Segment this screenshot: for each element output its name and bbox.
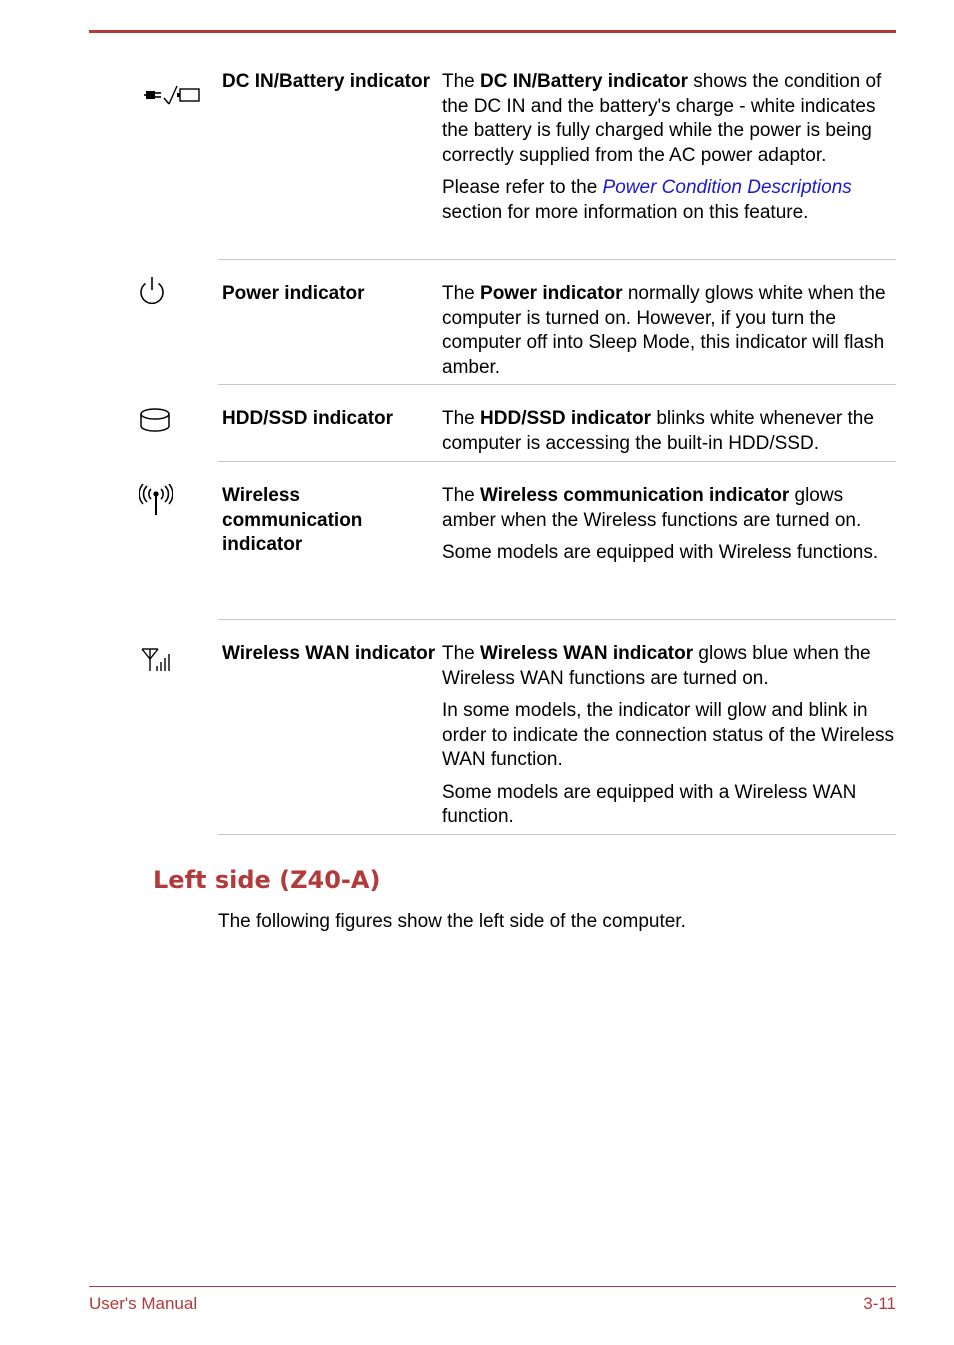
header-rule [89, 30, 896, 33]
hdd-ssd-icon [139, 407, 171, 433]
row-label: Wireless communication indicator [222, 485, 363, 555]
dc-in-battery-icon [144, 84, 202, 106]
row-label: Power indicator [222, 283, 365, 304]
indicator-table [89, 70, 896, 835]
row-description: The Wireless communication indicator glows amber when the Wireless functions are turned on. Some models are equipped with Wireless functions. [442, 485, 879, 563]
footer-title: User's Manual [89, 1294, 198, 1313]
table-row [89, 70, 896, 260]
wireless-wan-signal-icon [141, 647, 171, 673]
power-condition-link[interactable]: Power Condition Descriptions [602, 177, 852, 198]
table-row [89, 462, 896, 620]
table-row [89, 620, 896, 835]
row-label: DC IN/Battery indicator [222, 71, 430, 92]
row-description: The HDD/SSD indicator blinks white whenever the computer is accessing the built-in HDD/SSD. [442, 408, 874, 454]
row-divider [218, 834, 896, 835]
table-row [89, 260, 896, 385]
row-description: The DC IN/Battery indicator shows the condition of the DC IN and the battery's charge - white indicates the battery is fully charged while the power is being correctly supplied from the AC power adaptor. Please refer to the Power Condition Descriptions section for more information on this feature. [442, 71, 882, 223]
wireless-antenna-icon [139, 484, 173, 518]
page-number: 3-11 [863, 1294, 896, 1313]
section-heading: Left side (Z40-A) [153, 866, 381, 894]
section-text: The following figures show the left side of the computer. [218, 911, 686, 932]
table-row [89, 385, 896, 462]
row-description: The Wireless WAN indicator glows blue when the Wireless WAN functions are turned on. In some models, the indicator will glow and blink in order to indicate the connection status of the Wireless WAN function. Some models are equipped with a Wireless WAN function. [442, 643, 895, 827]
power-icon [137, 275, 167, 307]
row-description: The Power indicator normally glows white when the computer is turned on. However, if you turn the computer off into Sleep Mode, this indicator will flash amber. [442, 283, 886, 378]
row-label: HDD/SSD indicator [222, 408, 394, 429]
footer-rule [89, 1286, 896, 1287]
row-label: Wireless WAN indicator [222, 643, 436, 664]
